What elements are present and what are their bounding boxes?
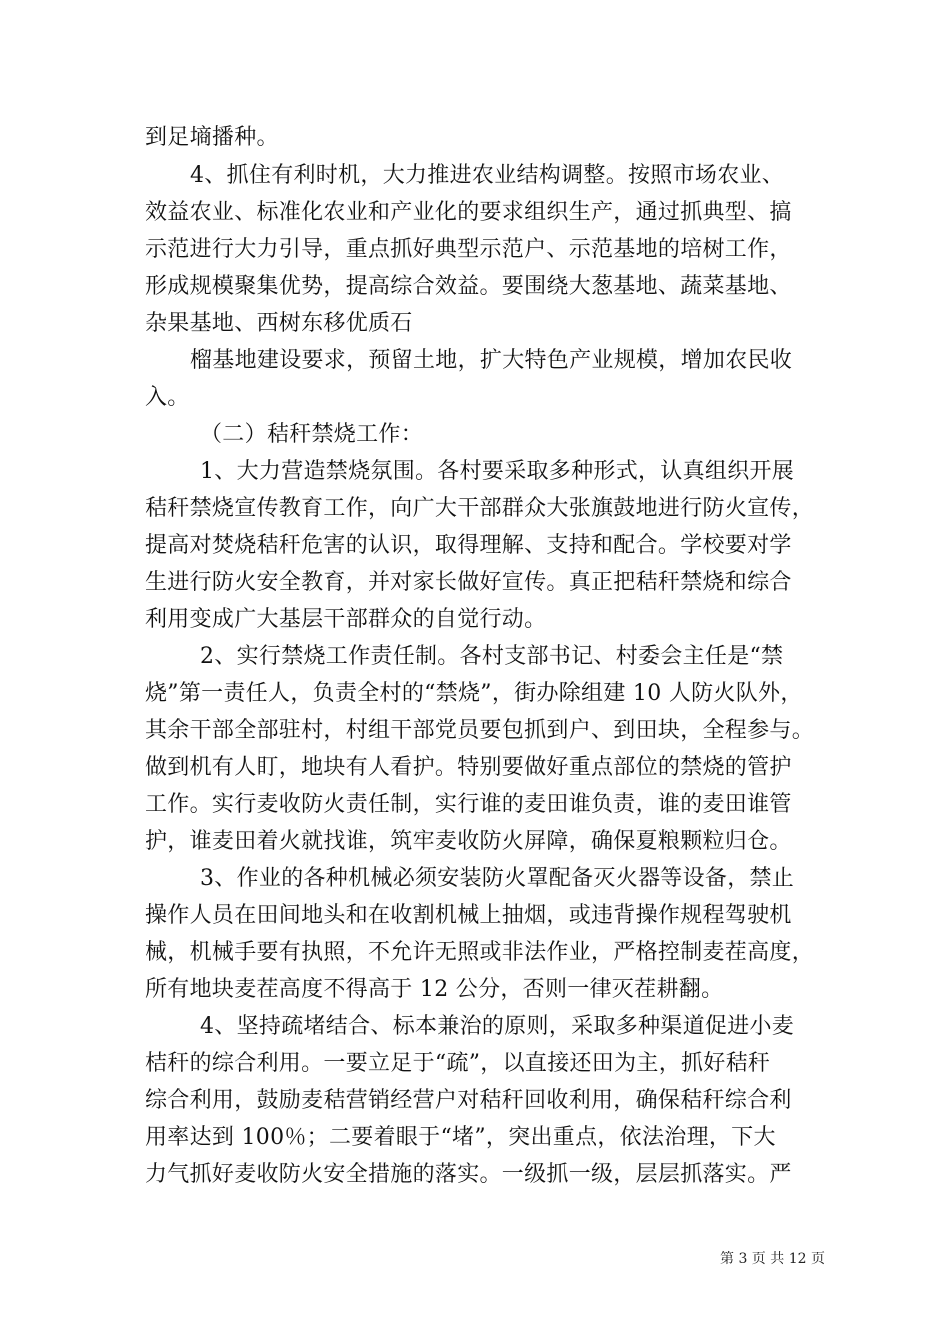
text-line: 入。 bbox=[145, 385, 190, 410]
text-line: 用率达到 100％；二要着眼于“堵”，突出重点，依法治理，下大 bbox=[145, 1125, 776, 1150]
text-line: 杂果基地、西树东移优质石 bbox=[145, 311, 413, 336]
text-line: 操作人员在田间地头和在收割机械上抽烟，或违背操作规程驾驶机 bbox=[145, 903, 792, 928]
text-line: 3、作业的各种机械必须安装防火罩配备灭火器等设备，禁止 bbox=[200, 866, 795, 891]
page-number: 第 3 页 共 12 页 bbox=[720, 1251, 825, 1267]
text-line: 工作。实行麦收防火责任制，实行谁的麦田谁负责，谁的麦田谁管 bbox=[145, 792, 792, 817]
text-line: 2、实行禁烧工作责任制。各村支部书记、村委会主任是“禁 bbox=[200, 644, 784, 669]
text-line: 效益农业、标准化农业和产业化的要求组织生产，通过抓典型、搞 bbox=[145, 200, 792, 225]
text-line: 示范进行大力引导，重点抓好典型示范户、示范基地的培树工作， bbox=[145, 237, 792, 262]
text-line: 利用变成广大基层干部群众的自觉行动。 bbox=[145, 607, 547, 632]
text-line: 所有地块麦茬高度不得高于 12 公分，否则一律灭茬耕翻。 bbox=[145, 977, 724, 1002]
text-line: 提高对焚烧秸秆危害的认识，取得理解、支持和配合。学校要对学 bbox=[145, 533, 792, 558]
text-line: 1、大力营造禁烧氛围。各村要采取多种形式，认真组织开展 bbox=[200, 459, 795, 484]
section-heading: （二）秸秆禁烧工作： bbox=[200, 422, 424, 447]
text-line: 综合利用，鼓励麦秸营销经营户对秸秆回收利用，确保秸秆综合利 bbox=[145, 1088, 792, 1113]
text-line: 生进行防火安全教育，并对家长做好宣传。真正把秸秆禁烧和综合 bbox=[145, 570, 792, 595]
text-line: 力气抓好麦收防火安全措施的落实。一级抓一级，层层抓落实。严 bbox=[145, 1162, 792, 1187]
text-line: 秸秆禁烧宣传教育工作，向广大干部群众大张旗鼓地进行防火宣传， bbox=[145, 496, 815, 521]
text-line: 护，谁麦田着火就找谁，筑牢麦收防火屏障，确保夏粮颗粒归仓。 bbox=[145, 829, 792, 854]
text-line: 其余干部全部驻村，村组干部党员要包抓到户、到田块，全程参与。 bbox=[145, 718, 815, 743]
text-line: 榴基地建设要求，预留土地，扩大特色产业规模，增加农民收 bbox=[190, 348, 793, 373]
text-line: 桔秆的综合利用。一要立足于“疏”，以直接还田为主，抓好秸秆 bbox=[145, 1051, 771, 1076]
text-line: 到足墒播种。 bbox=[145, 125, 279, 150]
text-line: 形成规模聚集优势，提高综合效益。要围绕大葱基地、蔬菜基地、 bbox=[145, 274, 792, 299]
text-line: 做到机有人盯，地块有人看护。特别要做好重点部位的禁烧的管护 bbox=[145, 755, 792, 780]
text-line: 4、抓住有利时机，大力推进农业结构调整。按照市场农业、 bbox=[190, 163, 785, 188]
text-line: 械，机械手要有执照，不允许无照或非法作业，严格控制麦茬高度， bbox=[145, 940, 815, 965]
text-line: 烧”第一责任人，负责全村的“禁烧”，街办除组建 10 人防火队外， bbox=[145, 681, 803, 706]
text-line: 4、坚持疏堵结合、标本兼治的原则，采取多种渠道促进小麦 bbox=[200, 1014, 795, 1039]
